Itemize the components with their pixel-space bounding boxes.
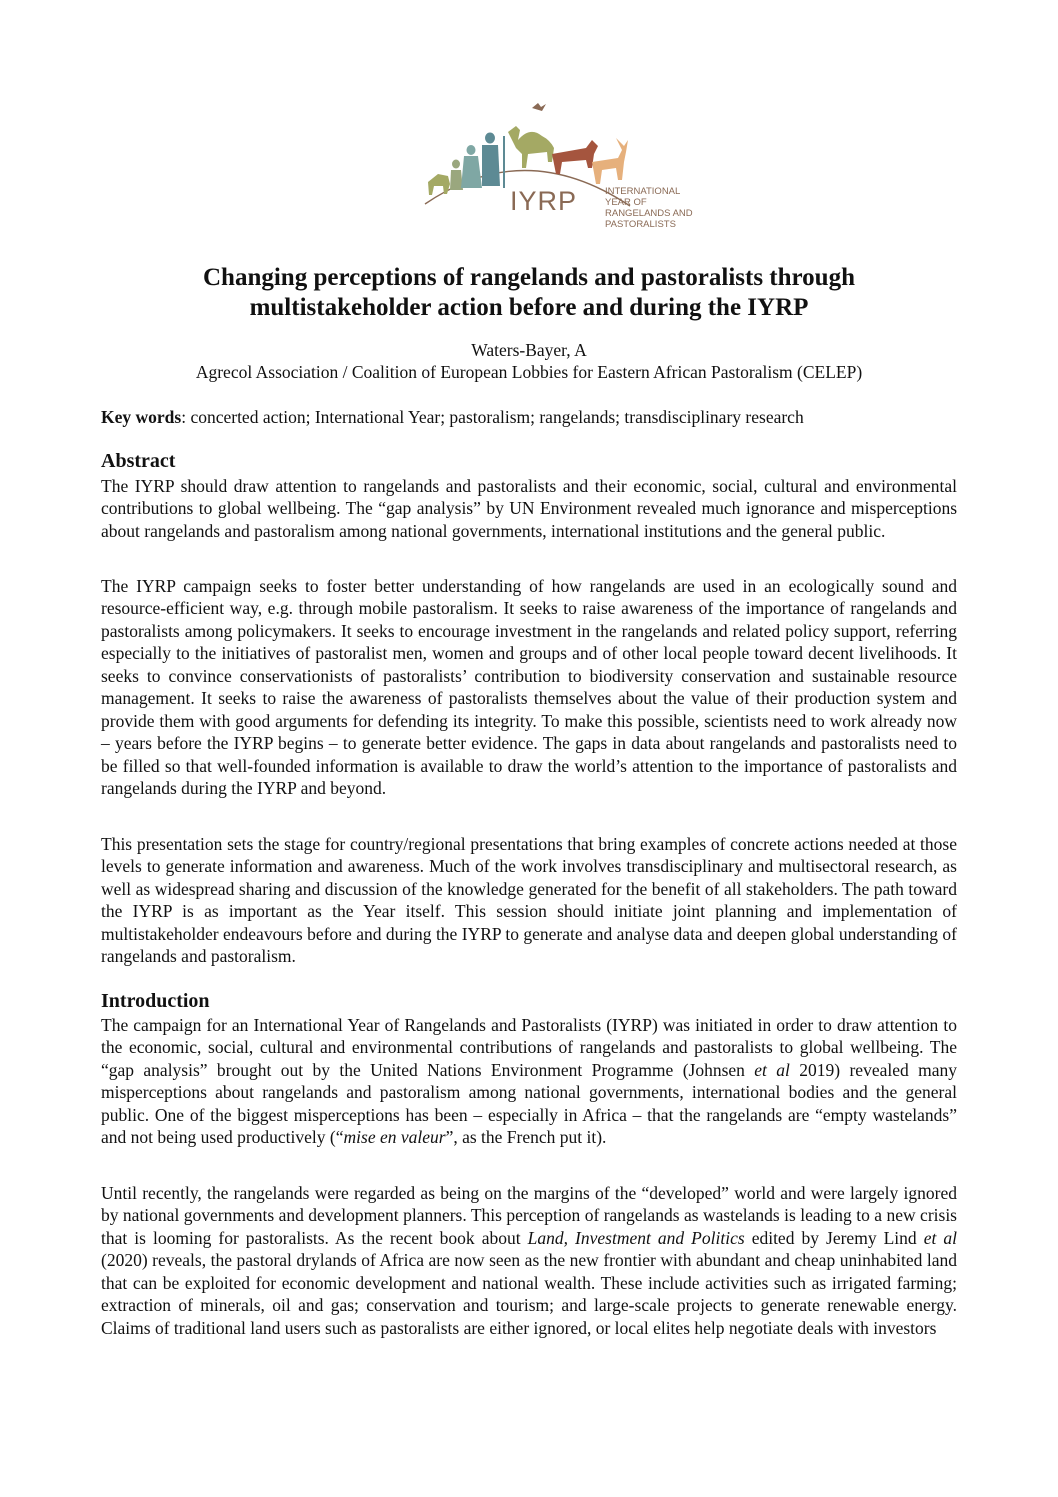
abstract-paragraph-2: The IYRP campaign seeks to foster better understanding of how rangelands are used in an ecologically sound and resource-efficient way, e.g. through mobile pastoralism. It seeks to raise awareness of the importance of rangelands and pastoralists among policymakers. It seeks to encourage investment in the rangelands and related policy support, referring especially to the initiatives of pastoralist men, women and groups and of other local people toward decent livelihoods. It seeks to convince conservationists of pastoralists’ contribution to biodiversity conservation and sustainable resource management. It seeks to raise the awareness of pastoralists themselves about the value of their production system and provide them with good arguments for defending its integrity. To make this possible, scientists need to work already now – years before the IYRP begins – to generate better evidence. The gaps in data about rangelands and pastoralists need to be filled so that well-founded information is available to draw the world’s attention to the importance of pastoralists and rangelands during the IYRP and beyond. bbox=[101, 576, 957, 799]
keywords-label: Key words bbox=[101, 407, 182, 427]
introduction-paragraph-1 bbox=[101, 1014, 957, 1149]
abstract-paragraph-1: The IYRP should draw attention to rangelands and pastoralists and their economic, social, cultural and environmental contributions to global wellbeing. The “gap analysis” by UN Environment revealed much ignorance and misperceptions about rangelands and pastoralism among national governments, international institutions and the general public. bbox=[101, 476, 957, 541]
intro-p2-text-a: Until recently, the rangelands were regarded as being on the margins of the “developed” world and were largely ignored by national governments and development planners. This perception of rangelands as wastelands is leading to a new crisis that is looming for pastoralists. As the recent book about bbox=[101, 1183, 957, 1248]
intro-p1-text-b: 2019) revealed many misperceptions about rangelands and pastoralism among national governments, international bodies and the general public. One of the biggest misperceptions has been – especially in Africa – that the rangelands are “empty wastelands” and not being used productively (“ bbox=[101, 1059, 957, 1148]
keywords-list: : concerted action; International Year; pastoralism; rangelands; transdisciplinary research bbox=[181, 407, 804, 427]
abstract-paragraph-3: This presentation sets the stage for country/regional presentations that bring examples of concrete actions needed at those levels to generate information and awareness. Much of the work involves transdisciplinary and multisectoral research, as well as widespread sharing and discussion of the knowledge generated for the benefit of all stakeholders. The path toward the IYRP is as important as the Year itself. This session should initiate joint planning and implementation of multistakeholder endeavours before and during the IYRP to generate and analyse data and deepen global understanding of rangelands and pastoralism. bbox=[101, 834, 957, 967]
logo-line-1: INTERNATIONAL bbox=[605, 186, 681, 197]
intro-p2-italic-b: et al bbox=[923, 1227, 957, 1248]
intro-p1-italic-b: mise en valeur bbox=[343, 1127, 446, 1148]
title-line-1: Changing perceptions of rangelands and pastoralists through bbox=[203, 264, 855, 291]
author: Waters-Bayer, A bbox=[471, 340, 587, 360]
abstract-heading: Abstract bbox=[101, 450, 176, 472]
intro-p1-italic-a: et al bbox=[754, 1059, 790, 1080]
logo-line-4: PASTORALISTS bbox=[605, 219, 676, 230]
intro-p1-text-c: ”, as the French put it). bbox=[445, 1127, 607, 1148]
intro-p1-text-a: The campaign for an International Year of Rangelands and Pastoralists (IYRP) was initiated in order to draw attention to the economic, social, cultural and environmental contributions of rangelands and pastoralists to global wellbeing. The “gap analysis” brought out by the United Nations Environment Programme (Johnsen bbox=[101, 1015, 957, 1080]
keywords bbox=[101, 407, 804, 428]
logo-line-2: YEAR OF bbox=[605, 197, 647, 208]
iyrp-logo bbox=[420, 96, 693, 236]
affiliation: Agrecol Association / Coalition of European Lobbies for Eastern African Pastoralism (CELEP) bbox=[195, 362, 863, 382]
introduction-heading: Introduction bbox=[101, 990, 210, 1012]
paper-title bbox=[100, 263, 958, 323]
logo-line-3: RANGELANDS AND bbox=[605, 208, 693, 219]
title-line-2: multistakeholder action before and during the IYRP bbox=[249, 294, 809, 321]
intro-p2-italic-a: Land, Investment and Politics bbox=[527, 1227, 745, 1248]
introduction-paragraph-2 bbox=[101, 1182, 957, 1339]
intro-p2-text-c: (2020) reveals, the pastoral drylands of Africa are now seen as the new frontier with abundant and cheap uninhabited land that can be exploited for economic development and national wealth. These include activities such as irrigated farming; extraction of minerals, oil and gas; conservation and tourism; and large-scale projects to generate renewable energy. Claims of traditional land users such as pastoralists are either ignored, or local elites help negotiate deals with investors bbox=[101, 1250, 957, 1338]
intro-p2-text-b: edited by Jeremy Lind bbox=[744, 1227, 924, 1248]
logo-acronym: IYRP bbox=[510, 186, 578, 216]
logo-subtitle bbox=[605, 186, 693, 230]
